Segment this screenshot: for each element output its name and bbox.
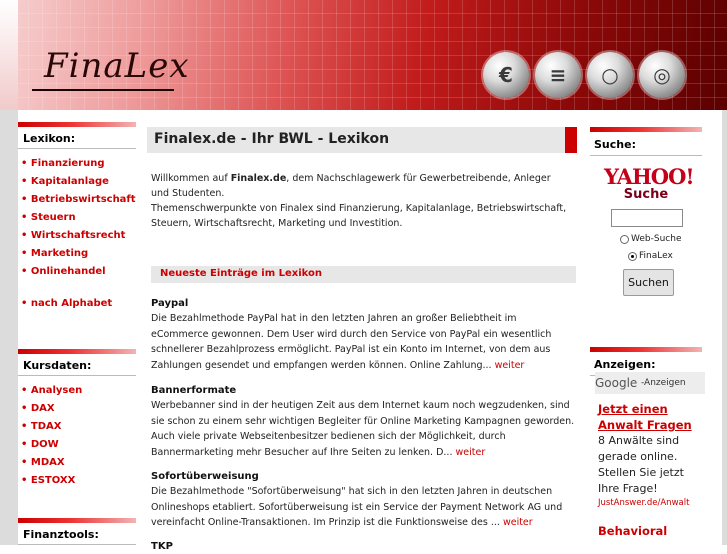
header-banner (0, 0, 727, 110)
entry-text (151, 311, 576, 373)
finanztools-title: Finanztools: (18, 523, 136, 545)
kursdaten-link-dow[interactable]: • DOW (21, 439, 59, 450)
kursdaten-list (18, 376, 136, 490)
radio-finalex-label: FinaLex (639, 251, 673, 261)
ad-url[interactable]: JustAnswer.de/Anwalt (598, 498, 690, 508)
lexikon-link-steuern[interactable]: • Steuern (21, 212, 76, 223)
search-input[interactable] (611, 209, 683, 227)
ad-title[interactable]: Behavioral (598, 524, 668, 538)
newest-entries-header (151, 266, 576, 283)
page-title: Finalex.de - Ihr BWL - Lexikon (154, 131, 390, 147)
coin-icon: ○ (587, 52, 633, 98)
intro-text-2: Themenschwerpunkte von Finalex sind Finanzierung, Kapitalanlage, Betriebswirtschaft, Steuern, Wirtschaftsrecht, Marketing und Investition. (151, 203, 567, 229)
main-content (147, 127, 577, 552)
google-ads-bar (595, 372, 705, 394)
entry-body: Die Bezahlmethode PayPal hat in den letzten Jahren an großer Beliebtheit im eCommerce gewonnen. Dem User wird durch den Service von PayPal ein wesentlich schnellerer Bezahlprozess ermöglicht. PayPal ist ein Konto im Internet, von dem aus Zahlungen gesendet und empfangen werden können. Online Zahlung... (151, 313, 552, 371)
kursdaten-link-mdax[interactable]: • MDAX (21, 457, 65, 468)
radio-finalex[interactable] (628, 251, 673, 261)
left-edge-strip (0, 110, 18, 545)
lexikon-link-betriebswirtschaft[interactable]: • Betriebswirtschaft (21, 194, 136, 205)
search-button[interactable]: Suchen (623, 269, 674, 296)
kursdaten-link-tdax[interactable]: • TDAX (21, 421, 62, 432)
google-ads-label: -Anzeigen (641, 378, 686, 388)
entry-more-link[interactable]: weiter (455, 446, 486, 458)
entry-body: Werbebanner sind in der heutigen Zeit aus dem Internet kaum noch wegzudenken, sind sie schon zu einem sehr wichtigen Begleiter für Online Marketing Kampagnen geworden. Auch viele private Webseitenbesitzer bedienen sich der Möglichkeit, durch Bannermarketing mehr Besucher auf Ihre Seiten zu lenken. D... (151, 400, 575, 458)
intro-text-1b: , dem Nachschlagewerk für Gewerbetreibende, Anleger und Studenten. (151, 173, 551, 199)
ads-title: Anzeigen: (590, 352, 702, 376)
entry-paypal (151, 296, 576, 373)
ad-item[interactable] (598, 523, 702, 539)
newest-entries-title: Neueste Einträge im Lexikon (160, 268, 323, 279)
lexikon-link-alphabet[interactable]: • nach Alphabet (21, 298, 113, 309)
radio-finalex-control[interactable] (628, 252, 637, 261)
entry-title[interactable]: TKP (151, 541, 173, 552)
entry-tkp (151, 539, 576, 554)
header-left-edge (0, 0, 18, 110)
kursdaten-link-estoxx[interactable]: • ESTOXX (21, 475, 76, 486)
banknote-icon: € (483, 52, 529, 98)
lexikon-link-marketing[interactable]: • Marketing (21, 248, 89, 259)
right-edge-strip (722, 110, 727, 545)
lexikon-link-finanzierung[interactable]: • Finanzierung (21, 158, 105, 169)
lexikon-link-kapitalanlage[interactable]: • Kapitalanlage (21, 176, 109, 187)
document-icon: ≡ (535, 52, 581, 98)
lexikon-list (18, 149, 136, 313)
coins-icon: ◎ (639, 52, 685, 98)
kursdaten-title: Kursdaten: (18, 354, 136, 376)
yahoo-logo (604, 164, 694, 202)
site-logo[interactable]: FinaLex (44, 46, 190, 86)
google-logo: Google (595, 376, 638, 390)
ad-text: 8 Anwälte sind gerade online. Stellen Sie jetzt Ihre Frage! (598, 434, 684, 495)
ad-title[interactable]: Jetzt einen Anwalt Fragen (598, 402, 692, 432)
intro-text-1a: Willkommen auf (151, 173, 231, 184)
yahoo-logo-text: YAHOO! (604, 164, 694, 189)
radio-web-search-control[interactable] (620, 235, 629, 244)
entry-title[interactable]: Paypal (151, 298, 189, 309)
radio-web-search-label: Web-Suche (631, 234, 682, 244)
entry-more-link[interactable]: weiter (494, 359, 525, 371)
entry-body: Die Bezahlmethode "Sofortüberweisung" hat sich in den letzten Jahren in deutschen Onlineshops etabliert. Sofortüberweisung ist ein Service der Payment Network AG und vereinfacht Online-Transaktionen. Im Prinzip ist die Funktionsweise des ... (151, 486, 563, 528)
lexikon-link-wirtschaftsrecht[interactable]: • Wirtschaftsrecht (21, 230, 126, 241)
entry-title[interactable]: Sofortüberweisung (151, 471, 259, 482)
entry-bannerformate (151, 383, 576, 460)
ad-item[interactable] (598, 401, 702, 509)
kursdaten-link-analysen[interactable]: • Analysen (21, 385, 83, 396)
entry-text (151, 484, 576, 531)
entry-text (151, 398, 576, 460)
intro-site-name: Finalex.de (230, 173, 287, 184)
page-title-bar (147, 127, 577, 153)
lexikon-title: Lexikon: (18, 127, 136, 149)
entry-sofortueberweisung (151, 469, 576, 531)
kursdaten-link-dax[interactable]: • DAX (21, 403, 55, 414)
right-sidebar (590, 127, 702, 538)
entry-title[interactable]: Bannerformate (151, 385, 237, 396)
logo-underline (32, 89, 174, 91)
yahoo-suche-text: Suche (623, 187, 669, 202)
radio-web-search[interactable] (620, 234, 681, 244)
intro-text (151, 171, 571, 231)
search-title: Suche: (590, 132, 702, 156)
lexikon-link-onlinehandel[interactable]: • Onlinehandel (21, 266, 106, 277)
entry-more-link[interactable]: weiter (502, 517, 533, 528)
ads-section (590, 347, 702, 538)
